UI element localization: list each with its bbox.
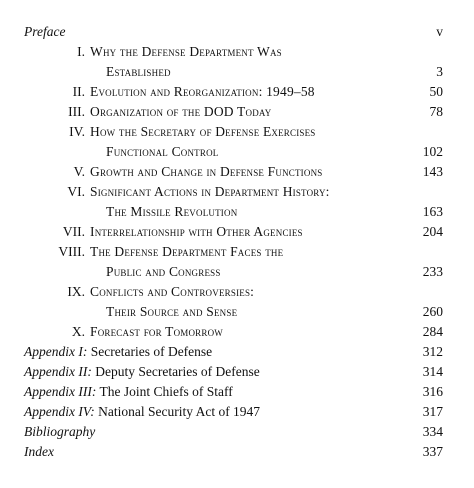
chapter-title: Forecast for Tomorrow bbox=[90, 324, 223, 339]
chapter-title: Why the Defense Department Was Established bbox=[90, 44, 282, 79]
chapter-number: V. bbox=[73, 164, 85, 179]
chapter-number: VI. bbox=[67, 184, 85, 199]
appendix-prefix: Appendix IV: bbox=[24, 404, 95, 419]
index-label: Index bbox=[24, 444, 54, 459]
chapter-number: VII. bbox=[62, 224, 85, 239]
toc-entry-bibliography bbox=[24, 422, 446, 442]
chapter-title: Growth and Change in Defense Functions bbox=[90, 164, 323, 179]
chapter-number: IX. bbox=[67, 284, 85, 299]
toc-page-number: 78 bbox=[429, 104, 443, 119]
chapter-title: How the Secretary of Defense Exercises Functional Control bbox=[90, 124, 316, 159]
chapter-title: Conflicts and Controversies: Their Source and Sense bbox=[90, 284, 255, 319]
toc-page-number: 316 bbox=[422, 384, 443, 399]
toc-preface-label: Preface bbox=[24, 24, 66, 39]
toc-page-number: 163 bbox=[422, 204, 443, 219]
toc-page-number: 143 bbox=[422, 164, 443, 179]
toc-entry-chapter-5 bbox=[24, 162, 446, 182]
appendix-prefix: Appendix II: bbox=[24, 364, 92, 379]
toc-entry-appendix-4 bbox=[24, 402, 446, 422]
toc-entry-chapter-6 bbox=[24, 182, 446, 222]
chapter-title: Organization of the DOD Today bbox=[90, 104, 272, 119]
toc-entry-chapter-7 bbox=[24, 222, 446, 242]
toc-page-number: 317 bbox=[422, 404, 443, 419]
appendix-prefix: Appendix III: bbox=[24, 384, 97, 399]
chapter-title: Significant Actions in Department History: The Missile Revolution bbox=[90, 184, 330, 219]
toc-entry-chapter-4 bbox=[24, 122, 446, 162]
chapter-title: Evolution and Reorganization: 1949–58 bbox=[90, 84, 315, 99]
toc-entry-chapter-10 bbox=[24, 322, 446, 342]
chapter-number: VIII. bbox=[58, 244, 85, 259]
toc-page-number: 204 bbox=[422, 224, 443, 239]
chapter-title: The Defense Department Faces the Public and Congress bbox=[90, 244, 284, 279]
toc-entry-appendix-1 bbox=[24, 342, 446, 362]
toc-page-number: 102 bbox=[422, 144, 443, 159]
toc-page-number: 312 bbox=[422, 344, 443, 359]
toc-entry-appendix-3 bbox=[24, 382, 446, 402]
chapter-number: II. bbox=[72, 84, 85, 99]
toc-page-number: 50 bbox=[429, 84, 443, 99]
toc-page-number: 233 bbox=[422, 264, 443, 279]
chapter-number: III. bbox=[68, 104, 85, 119]
appendix-title: Secretaries of Defense bbox=[90, 344, 213, 359]
appendix-title: National Security Act of 1947 bbox=[98, 404, 261, 419]
chapter-number: I. bbox=[77, 44, 85, 59]
toc-page-number: v bbox=[436, 24, 443, 39]
toc-page-number: 334 bbox=[422, 424, 443, 439]
appendix-prefix: Appendix I: bbox=[24, 344, 88, 359]
toc-entry-chapter-2 bbox=[24, 82, 446, 102]
appendix-title: The Joint Chiefs of Staff bbox=[99, 384, 233, 399]
toc-page-number: 314 bbox=[422, 364, 443, 379]
toc-entry-chapter-8 bbox=[24, 242, 446, 282]
bibliography-label: Bibliography bbox=[24, 424, 96, 439]
chapter-title: Interrelationship with Other Agencies bbox=[90, 224, 303, 239]
toc-entry-appendix-2 bbox=[24, 362, 446, 382]
toc-entry-preface bbox=[24, 22, 446, 42]
toc-entry-index bbox=[24, 442, 446, 462]
chapter-number: IV. bbox=[69, 124, 85, 139]
toc-entry-chapter-3 bbox=[24, 102, 446, 122]
toc-page-number: 284 bbox=[422, 324, 443, 339]
toc-entry-chapter-1 bbox=[24, 42, 446, 82]
appendix-title: Deputy Secretaries of Defense bbox=[95, 364, 260, 379]
toc-page-number: 337 bbox=[422, 444, 443, 459]
table-of-contents bbox=[24, 22, 446, 462]
toc-page-number: 3 bbox=[436, 64, 443, 79]
toc-page-number: 260 bbox=[422, 304, 443, 319]
toc-entry-chapter-9 bbox=[24, 282, 446, 322]
chapter-number: X. bbox=[71, 324, 85, 339]
